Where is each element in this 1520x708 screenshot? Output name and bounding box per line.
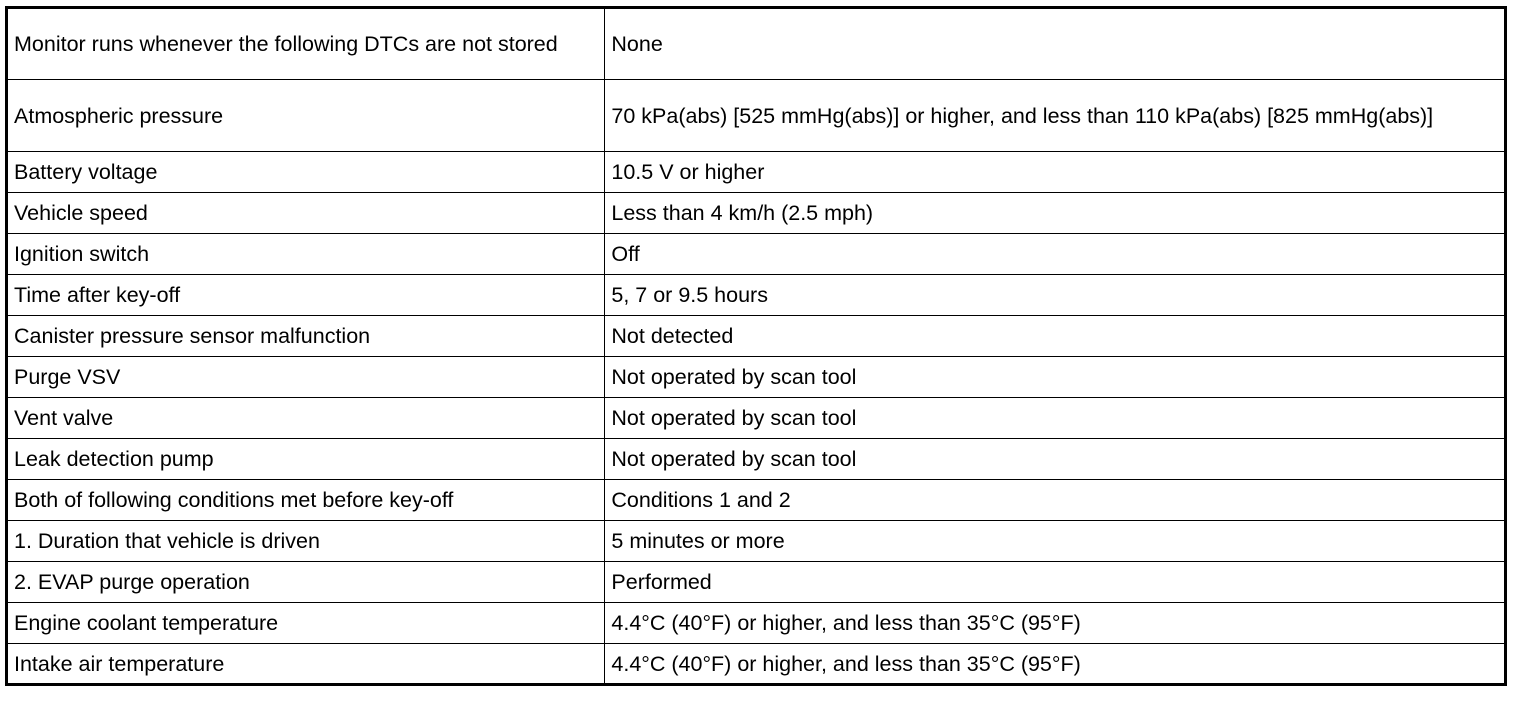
value-cell: Not operated by scan tool	[605, 398, 1506, 439]
table-row	[7, 80, 1506, 152]
table-row	[7, 275, 1506, 316]
value-cell: Not detected	[605, 316, 1506, 357]
condition-cell: Both of following conditions met before key-off	[7, 480, 605, 521]
table-row	[7, 398, 1506, 439]
table-row	[7, 357, 1506, 398]
condition-cell: Ignition switch	[7, 234, 605, 275]
condition-cell: Canister pressure sensor malfunction	[7, 316, 605, 357]
value-cell: 5, 7 or 9.5 hours	[605, 275, 1506, 316]
value-cell: 70 kPa(abs) [525 mmHg(abs)] or higher, and less than 110 kPa(abs) [825 mmHg(abs)]	[605, 80, 1506, 152]
value-cell: Off	[605, 234, 1506, 275]
table-row	[7, 644, 1506, 685]
value-cell: None	[605, 8, 1506, 80]
value-cell: 4.4°C (40°F) or higher, and less than 35°C (95°F)	[605, 603, 1506, 644]
value-cell: Performed	[605, 562, 1506, 603]
table-row	[7, 193, 1506, 234]
condition-cell: Monitor runs whenever the following DTCs are not stored	[7, 8, 605, 80]
table-row	[7, 480, 1506, 521]
table-row	[7, 439, 1506, 480]
table-row	[7, 316, 1506, 357]
monitor-conditions-table	[5, 6, 1507, 686]
value-cell: 10.5 V or higher	[605, 152, 1506, 193]
condition-cell: 2. EVAP purge operation	[7, 562, 605, 603]
value-cell: Less than 4 km/h (2.5 mph)	[605, 193, 1506, 234]
value-cell: Not operated by scan tool	[605, 357, 1506, 398]
value-cell: 5 minutes or more	[605, 521, 1506, 562]
table-row	[7, 152, 1506, 193]
table-row	[7, 234, 1506, 275]
condition-cell: Atmospheric pressure	[7, 80, 605, 152]
condition-cell: Leak detection pump	[7, 439, 605, 480]
value-cell: 4.4°C (40°F) or higher, and less than 35°C (95°F)	[605, 644, 1506, 685]
condition-cell: Time after key-off	[7, 275, 605, 316]
condition-cell: Vent valve	[7, 398, 605, 439]
table-row	[7, 603, 1506, 644]
condition-cell: Intake air temperature	[7, 644, 605, 685]
table-row	[7, 8, 1506, 80]
condition-cell: Vehicle speed	[7, 193, 605, 234]
condition-cell: Purge VSV	[7, 357, 605, 398]
value-cell: Not operated by scan tool	[605, 439, 1506, 480]
value-cell: Conditions 1 and 2	[605, 480, 1506, 521]
condition-cell: Battery voltage	[7, 152, 605, 193]
condition-cell: 1. Duration that vehicle is driven	[7, 521, 605, 562]
condition-cell: Engine coolant temperature	[7, 603, 605, 644]
table-row	[7, 562, 1506, 603]
table-row	[7, 521, 1506, 562]
